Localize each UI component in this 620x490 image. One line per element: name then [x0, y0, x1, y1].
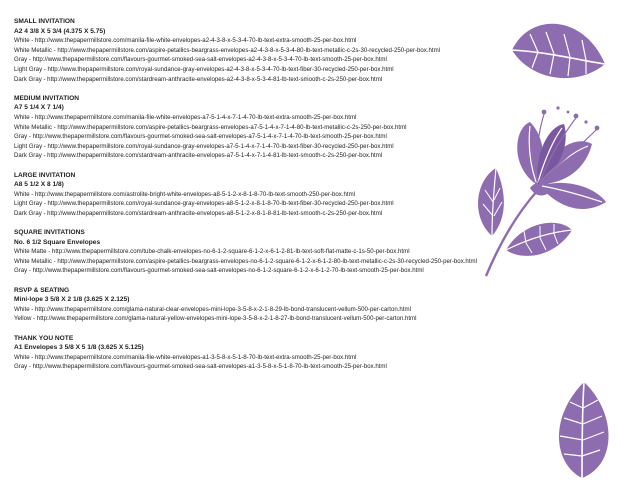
envelope-link: White - http://www.thepapermillstore.com/manila-file-white-envelopes-a1-3-5-8-x-5-1-8-70-lb-text-extra-smooth-25-per-box.html [14, 353, 357, 361]
envelope-link: Dark Gray - http://www.thepapermillstore.com/stardream-anthracite-envelopes-a8-5-1-2-x-8-1-8-81-lb-text-smooth-c-2s-250-per-box.html [14, 209, 383, 217]
envelope-link: Dark Gray - http://www.thepapermillstore.com/stardream-anthracite-envelopes-a7-5-1-4-x-7-1-4-81-lb-text-smooth-c-2s-250-per-box.html [14, 152, 383, 160]
envelope-link: Light Gray - http://www.thepapermillstore.com/royal-sundance-gray-envelopes-a8-5-1-2-x-8-1-8-70-lb-text-fiber-30-recycled-250-per-box.html [14, 200, 394, 208]
envelope-link: White - http://www.thepapermillstore.com/glama-natural-clear-envelopes-mini-lope-3-5-8-x-2-1-8-29-lb-bond-translucent-vellum-500-per-carton.html [14, 305, 411, 313]
section-subtitle: A2 4 3/8 X 5 3/4 (4.375 X 5.75) [14, 27, 106, 35]
envelope-link: Dark Gray - http://www.thepapermillstore.com/stardream-anthracite-envelopes-a2-4-3-8-x-5-3-4-81-lb-text-smooth-c-2s-250-per-box.html [14, 75, 383, 83]
envelope-link: Gray - http://www.thepapermillstore.com/flavours-gourmet-smoked-sea-salt-envelopes-a2-4-3-8-x-5-3-4-70-lb-text-smooth-25-per-box.html [14, 56, 387, 64]
leaf-icon [508, 14, 608, 86]
section-subtitle: A1 Envelopes 3 5/8 X 5 1/8 (3.625 X 5.125) [14, 344, 144, 352]
section-subtitle: Mini-lope 3 5/8 X 2 1/8 (3.625 X 2.125) [14, 296, 130, 304]
section-thank-you-note [14, 334, 574, 372]
section-subtitle: No. 6 1/2 Square Envelopes [14, 238, 101, 246]
section-small-invitation [14, 17, 574, 84]
section-rsvp-seating [14, 286, 574, 324]
envelope-link: Gray - http://www.thepapermillstore.com/flavours-gourmet-smoked-sea-salt-envelopes-no-6-1-2-square-6-1-2-x-6-1-2-70-lb-text-smooth-25-per-box.html [14, 267, 424, 275]
envelope-link: Light Gray - http://www.thepapermillstore.com/royal-sundance-gray-envelopes-a7-5-1-4-x-7-1-4-70-lb-text-fiber-30-recycled-250-per-box.html [14, 142, 394, 150]
leaf-icon [546, 378, 616, 482]
section-title: RSVP & SEATING [14, 286, 70, 294]
envelope-link: White - http://www.thepapermillstore.com/manila-file-white-envelopes-a2-4-3-8-x-5-3-4-70-lb-text-extra-smooth-25-per-box.html [14, 37, 357, 45]
envelope-link: Gray - http://www.thepapermillstore.com/flavours-gourmet-smoked-sea-salt-envelopes-a7-5-1-4-x-7-1-4-70-lb-text-smooth-25-per-box.html [14, 133, 387, 141]
section-subtitle: A8 5 1/2 X 8 1/8) [14, 181, 64, 189]
envelope-link: White - http://www.thepapermillstore.com/astrolite-bright-white-envelopes-a8-5-1-2-x-8-1-8-70-lb-text-smooth-250-per-box.html [14, 190, 356, 198]
section-title: SMALL INVITATION [14, 18, 75, 25]
section-subtitle: A7 5 1/4 X 7 1/4) [14, 104, 64, 112]
envelope-link: Yellow - http://www.thepapermillstore.com/glama-natural-yellow-envelopes-mini-lope-3-5-8-x-2-1-8-27-lb-bond-translucent-vellum-500-per-carton.html [14, 315, 417, 323]
envelope-link: White Matte - http://www.thepapermillstore.com/tube-chalk-envelopes-no-6-1-2-square-6-1-2-x-6-1-2-81-lb-text-soft-flat-matte-c-1s-50-per-box.html [14, 248, 410, 256]
envelope-link: White Metallic - http://www.thepapermillstore.com/aspire-petallics-beargrass-envelopes-a7-5-1-4-x-7-1-4-80-lb-text-metallic-c-2s-250-per-box.html [14, 123, 407, 131]
envelope-link: White Metallic - http://www.thepapermillstore.com/aspire-petallics-beargrass-envelopes-no-6-1-2-square-6-1-2-x-6-1-2-80-lb-text-metallic-c-2s-30-recycled-250-per-box.html [14, 257, 477, 265]
flower-icon [468, 104, 610, 280]
section-title: SQUARE INVITATIONS [14, 229, 85, 237]
section-title: LARGE INVITATION [14, 171, 76, 179]
envelope-link: Light Gray - http://www.thepapermillstore.com/royal-sundance-gray-envelopes-a2-4-3-8-x-5-3-4-70-lb-text-fiber-30-recycled-250-per-box.html [14, 65, 394, 73]
envelope-link: White - http://www.thepapermillstore.com/manila-file-white-envelopes-a7-5-1-4-x-7-1-4-70-lb-text-extra-smooth-25-per-box.html [14, 113, 357, 121]
section-title: THANK YOU NOTE [14, 334, 74, 342]
envelope-link: Gray - http://www.thepapermillstore.com/flavours-gourmet-smoked-sea-salt-envelopes-a1-3-5-8-x-5-1-8-70-lb-text-smooth-25-per-box.html [14, 363, 387, 371]
section-title: MEDIUM INVITATION [14, 94, 79, 102]
envelope-link: White Metallic - http://www.thepapermillstore.com/aspire-petallics-beargrass-envelopes-a2-4-3-8-x-5-3-4-80-lb-text-metallic-c-2s-30-recycled-250-per-box.html [14, 46, 441, 54]
